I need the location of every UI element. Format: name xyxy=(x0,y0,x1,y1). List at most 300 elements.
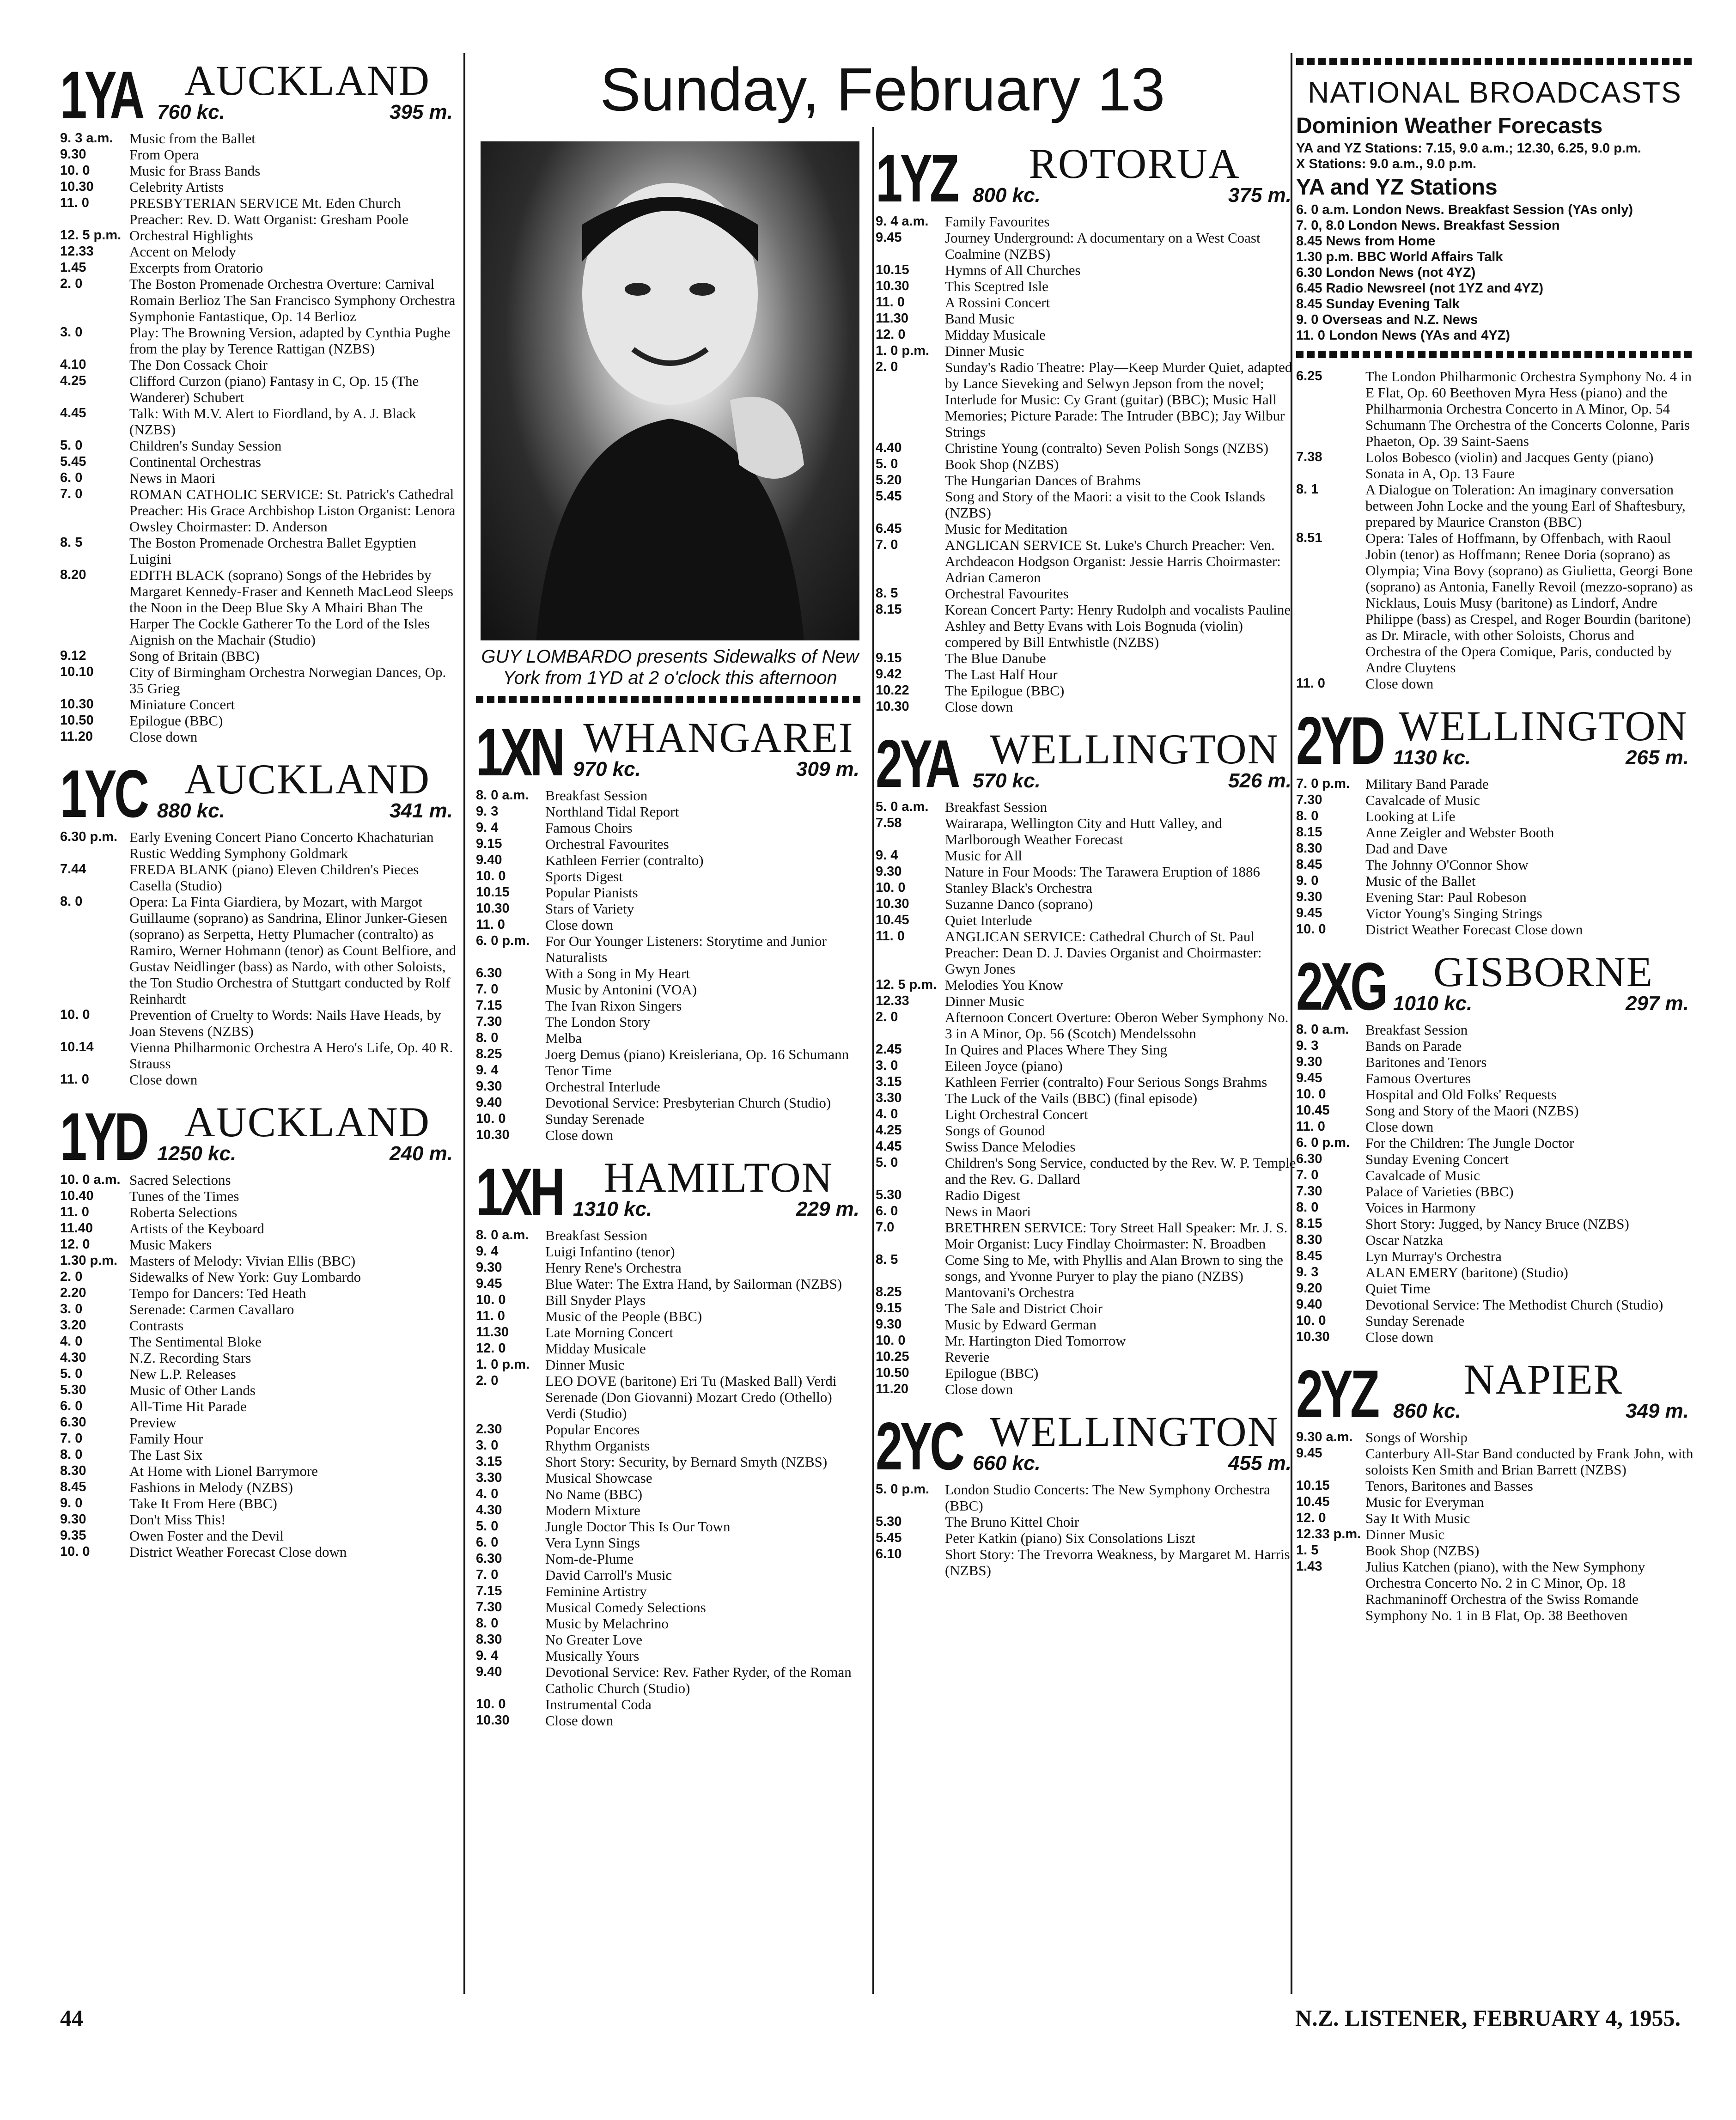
programme-row xyxy=(876,1074,1296,1090)
programme-title: Luigi Infantino (tenor) xyxy=(545,1243,675,1260)
programme-row xyxy=(476,868,864,884)
programme-title: Jungle Doctor This Is Our Town xyxy=(545,1518,731,1535)
programme-row xyxy=(60,1463,457,1479)
programme-time: 5. 0 a.m. xyxy=(876,799,929,814)
programme-row xyxy=(876,521,1296,537)
programme-list xyxy=(876,1481,1296,1578)
programme-title: Close down xyxy=(1365,1329,1434,1345)
programme-time: 11. 0 xyxy=(60,195,89,210)
programme-time: 10.30 xyxy=(60,179,94,194)
photo-caption: GUY LOMBARDO presents Sidewalks of New York from 1YD at 2 o'clock this afternoon xyxy=(481,646,859,688)
programme-row xyxy=(876,1139,1296,1155)
programme-time: 9.30 a.m. xyxy=(1296,1430,1353,1444)
programme-title: Contrasts xyxy=(129,1317,184,1334)
programme-title: LEO DOVE (baritone) Eri Tu (Masked Ball) Verdi Serenade (Don Giovanni) Mozart Credo (Othello) Verdi (Studio) xyxy=(545,1373,837,1421)
programme-row xyxy=(1296,1510,1693,1526)
programme-list xyxy=(60,130,457,745)
programme-title: Lolos Bobesco (violin) and Jacques Genty (piano) Sonata in A, Op. 13 Faure xyxy=(1365,449,1654,481)
programme-title: Music by Edward German xyxy=(945,1316,1096,1333)
weather-forecasts-heading: Dominion Weather Forecasts xyxy=(1296,114,1603,138)
programme-row xyxy=(1296,1559,1693,1623)
station-name: ROTORUA xyxy=(1029,140,1240,187)
programme-time: 9.40 xyxy=(1296,1297,1322,1312)
programme-time: 10. 0 xyxy=(876,880,906,895)
programme-title: Sports Digest xyxy=(545,868,623,884)
programme-row xyxy=(1296,449,1693,481)
programme-time: 10. 0 xyxy=(476,1697,506,1712)
programme-row xyxy=(60,163,457,179)
programme-title: Breakfast Session xyxy=(545,787,648,804)
programme-title: From Opera xyxy=(129,146,199,163)
programme-title: Sunday's Radio Theatre: Play—Keep Murder Quiet, adapted by Lance Sieveking and Selwyn Jepson from the novel; Interlude for Music: Cy Grant (guitar) (BBC); Music Hall Memories; Picture Parade: The Intruder (BBC); Jay Wilbur Strings xyxy=(945,359,1292,440)
programme-row xyxy=(1296,1445,1693,1478)
programme-time: 10. 0 xyxy=(876,1333,906,1348)
programme-row xyxy=(476,1599,864,1615)
programme-time: 8.30 xyxy=(1296,1232,1322,1247)
programme-time: 11. 0 xyxy=(876,295,905,310)
programme-time: 7. 0 xyxy=(1296,1168,1319,1182)
programme-time: 7. 0 xyxy=(476,1567,499,1582)
programme-row xyxy=(876,864,1296,880)
station-2yz xyxy=(1296,1356,1693,1432)
programme-list xyxy=(1296,1429,1693,1623)
programme-title: Song of Britain (BBC) xyxy=(129,648,260,664)
programme-title: Instrumental Coda xyxy=(545,1696,652,1712)
programme-title: District Weather Forecast Close down xyxy=(1365,921,1583,938)
programme-time: 1. 0 p.m. xyxy=(876,343,930,358)
programme-row xyxy=(876,799,1296,815)
programme-title: Sunday Serenade xyxy=(545,1111,645,1127)
programme-row xyxy=(876,537,1296,585)
programme-title: Dinner Music xyxy=(945,993,1024,1009)
programme-time: 9. 0 xyxy=(60,1496,83,1511)
programme-title: Sunday Evening Concert xyxy=(1365,1151,1509,1167)
programme-title: Breakfast Session xyxy=(545,1227,648,1243)
programme-row xyxy=(60,894,457,1007)
programme-time: 6. 0 xyxy=(60,470,83,485)
programme-time: 6.10 xyxy=(876,1547,902,1561)
programme-title: Music of the People (BBC) xyxy=(545,1308,702,1324)
station-name: HAMILTON xyxy=(603,1154,834,1201)
programme-time: 4. 0 xyxy=(60,1334,83,1349)
programme-row xyxy=(1296,808,1693,824)
programme-time: 8.30 xyxy=(1296,841,1322,856)
programme-title: ANGLICAN SERVICE: Cathedral Church of St. Paul Preacher: Dean D. J. Davies Organist and Choirmaster: Gwyn Jones xyxy=(945,928,1262,977)
station-call: 2YA xyxy=(876,725,958,801)
programme-row xyxy=(60,146,457,163)
programme-title: Devotional Service: Presbyterian Church (Studio) xyxy=(545,1095,831,1111)
station-name: GISBORNE xyxy=(1433,948,1654,995)
programme-row xyxy=(476,1648,864,1664)
programme-time: 10. 0 xyxy=(60,163,90,178)
programme-row xyxy=(1296,857,1693,873)
station-wavelength: 375 m. xyxy=(1228,184,1291,207)
programme-time: 11.40 xyxy=(60,1221,93,1236)
programme-title: The Boston Promenade Orchestra Overture: Carnival Romain Berlioz The San Francisco Symphony Orchestra Symphonie Fantastique, Op. 14 Berlioz xyxy=(129,276,456,324)
programme-time: 9.30 xyxy=(476,1079,502,1094)
programme-title: Military Band Parade xyxy=(1365,776,1489,792)
programme-list xyxy=(60,1172,457,1560)
schedule-line: 9. 0 Overseas and N.Z. News xyxy=(1296,312,1478,327)
programme-time: 9. 4 xyxy=(476,820,499,835)
programme-row xyxy=(476,981,864,998)
programme-time: 6. 0 xyxy=(876,1204,898,1218)
programme-row xyxy=(60,664,457,696)
programme-row xyxy=(876,1300,1296,1316)
programme-row xyxy=(1296,481,1693,530)
programme-time: 8. 0 xyxy=(60,1447,83,1462)
station-wavelength: 526 m. xyxy=(1228,769,1291,792)
programme-title: Song and Story of the Maori (NZBS) xyxy=(1365,1103,1579,1119)
programme-row xyxy=(876,1514,1296,1530)
programme-time: 5.45 xyxy=(876,489,902,504)
station-wavelength: 297 m. xyxy=(1626,992,1689,1015)
programme-time: 2. 0 xyxy=(876,359,898,374)
programme-title: Midday Musicale xyxy=(945,327,1046,343)
programme-title: Epilogue (BBC) xyxy=(945,1365,1039,1381)
programme-time: 7.30 xyxy=(1296,792,1322,807)
programme-time: 9. 0 xyxy=(1296,873,1319,888)
programme-time: 9. 4 xyxy=(476,1244,499,1259)
programme-time: 9.45 xyxy=(1296,1071,1322,1085)
programme-time: 8. 0 a.m. xyxy=(1296,1022,1349,1037)
programme-time: 10.15 xyxy=(476,885,510,900)
programme-row xyxy=(476,1486,864,1502)
programme-title: Popular Encores xyxy=(545,1421,640,1438)
station-call: 1YC xyxy=(60,755,147,831)
programme-time: 6.30 xyxy=(476,1551,502,1566)
programme-title: The London Story xyxy=(545,1014,651,1030)
station-frequency: 760 kc. xyxy=(157,101,225,123)
programme-row xyxy=(476,1260,864,1276)
programme-title: Mr. Hartington Died Tomorrow xyxy=(945,1333,1126,1349)
programme-title: Masters of Melody: Vivian Ellis (BBC) xyxy=(129,1253,356,1269)
programme-time: 10.30 xyxy=(476,1713,510,1728)
programme-time: 7. 0 p.m. xyxy=(1296,776,1350,791)
programme-time: 10.15 xyxy=(1296,1478,1330,1493)
programme-title: The Sale and District Choir xyxy=(945,1300,1103,1316)
programme-title: Excerpts from Oratorio xyxy=(129,260,263,276)
programme-title: Preview xyxy=(129,1414,177,1431)
programme-time: 9.40 xyxy=(476,853,502,867)
programme-time: 7. 0 xyxy=(60,1431,83,1446)
programme-row xyxy=(60,1269,457,1285)
programme-title: Accent on Melody xyxy=(129,244,236,260)
programme-row xyxy=(476,1567,864,1583)
programme-time: 5. 0 xyxy=(876,457,898,471)
programme-time: 7. 0 xyxy=(876,537,898,552)
programme-row xyxy=(1296,1200,1693,1216)
programme-time: 2.45 xyxy=(876,1042,902,1057)
programme-title: ANGLICAN SERVICE St. Luke's Church Preacher: Ven. Archdeacon Hodgson Organist: Jessie Harris Choirmaster: Adrian Cameron xyxy=(945,537,1281,585)
programme-title: Quiet Time xyxy=(1365,1280,1431,1297)
programme-time: 10.30 xyxy=(876,279,909,293)
programme-row xyxy=(1296,1329,1693,1345)
programme-title: Late Morning Concert xyxy=(545,1324,674,1340)
schedule-line: 11. 0 London News (YAs and 4YZ) xyxy=(1296,328,1511,343)
programme-row xyxy=(876,1365,1296,1381)
programme-time: 12.33 p.m. xyxy=(1296,1527,1361,1541)
programme-title: The Epilogue (BBC) xyxy=(945,682,1065,699)
station-call: 1YZ xyxy=(876,140,957,216)
column-1 xyxy=(60,46,457,1560)
programme-title: Baritones and Tenors xyxy=(1365,1054,1487,1070)
programme-time: 7.30 xyxy=(476,1600,502,1614)
programme-title: News in Maori xyxy=(945,1203,1031,1219)
programme-row xyxy=(1296,1216,1693,1232)
programme-title: Devotional Service: Rev. Father Ryder, of the Roman Catholic Church (Studio) xyxy=(545,1664,852,1696)
programme-row xyxy=(876,359,1296,440)
programme-title: Owen Foster and the Devil xyxy=(129,1528,284,1544)
programme-title: Northland Tidal Report xyxy=(545,804,679,820)
programme-time: 5. 0 p.m. xyxy=(876,1482,930,1497)
programme-row xyxy=(876,666,1296,682)
programme-title: Opera: Tales of Hoffmann, by Offenbach, with Raoul Jobin (tenor) as Hoffmann; Renee Doria (soprano) as Olympia; Vina Bovy (soprano) as Giulietta, Georgi Bone (soprano) as Antonia, Fanelly Revoil (mezzo-soprano) as Nicklaus, Louis Musy (baritone) as Lindorf, Andre Philippe (bass) as Crespel, and Roger Bourdin (baritone) as Dr. Miracle, with other Soloists, Chorus and Orchestra of the Opera Comique, Paris, conducted by Andre Cluytens xyxy=(1365,530,1693,676)
programme-time: 9.35 xyxy=(60,1528,86,1543)
programme-title: Book Shop (NZBS) xyxy=(945,456,1059,472)
programme-time: 3.15 xyxy=(876,1074,902,1089)
programme-title: Sacred Selections xyxy=(129,1172,231,1188)
programme-row xyxy=(1296,1167,1693,1183)
schedule-line: 6. 0 a.m. London News. Breakfast Session (YAs only) xyxy=(1296,202,1633,217)
programme-time: 7.15 xyxy=(476,998,502,1013)
station-name: WELLINGTON xyxy=(1398,702,1688,749)
programme-row xyxy=(876,1284,1296,1300)
programme-row xyxy=(1296,1232,1693,1248)
programme-time: 10. 0 xyxy=(1296,1087,1326,1102)
programme-time: 8.51 xyxy=(1296,530,1322,545)
station-frequency: 1130 kc. xyxy=(1393,746,1471,769)
programme-title: Roberta Selections xyxy=(129,1204,238,1220)
programme-row xyxy=(60,829,457,861)
programme-time: 10.22 xyxy=(876,683,909,698)
programme-row xyxy=(476,1454,864,1470)
programme-title: Music Makers xyxy=(129,1237,212,1253)
programme-time: 9.30 xyxy=(1296,889,1322,904)
programme-title: Evening Star: Paul Robeson xyxy=(1365,889,1527,905)
programme-time: 6. 0 xyxy=(60,1399,83,1413)
programme-row xyxy=(60,1301,457,1317)
programme-time: 9. 3 xyxy=(1296,1038,1319,1053)
programme-time: 10. 0 xyxy=(476,1292,506,1307)
programme-title: All-Time Hit Parade xyxy=(129,1398,247,1414)
station-call: 2YZ xyxy=(1296,1356,1377,1432)
programme-time: 9.30 xyxy=(1296,1054,1322,1069)
programme-time: 3. 0 xyxy=(476,1438,499,1453)
programme-time: 3. 0 xyxy=(60,1302,83,1316)
programme-title: Family Favourites xyxy=(945,213,1050,230)
programme-title: A Rossini Concert xyxy=(945,294,1050,311)
station-call: 2YC xyxy=(876,1408,962,1484)
programme-row xyxy=(60,276,457,324)
programme-time: 9. 4 xyxy=(476,1648,499,1663)
programme-time: 2. 0 xyxy=(60,1269,83,1284)
programme-row xyxy=(60,1317,457,1334)
programme-time: 8.45 xyxy=(60,1480,86,1494)
programme-row xyxy=(876,343,1296,359)
programme-row xyxy=(476,852,864,868)
programme-title: For Our Younger Listeners: Storytime and Junior Naturalists xyxy=(545,933,827,965)
programme-row xyxy=(876,213,1296,230)
programme-time: 1.30 p.m. xyxy=(60,1253,118,1268)
programme-title: Serenade: Carmen Cavallaro xyxy=(129,1301,294,1317)
page-number: 44 xyxy=(60,2005,83,2031)
programme-time: 3.30 xyxy=(476,1470,502,1485)
programme-title: Midday Musicale xyxy=(545,1340,646,1357)
programme-title: For the Children: The Jungle Doctor xyxy=(1365,1135,1574,1151)
programme-title: The Don Cossack Choir xyxy=(129,357,268,373)
programme-row xyxy=(60,1398,457,1414)
programme-row xyxy=(1296,841,1693,857)
programme-title: Kathleen Ferrier (contralto) Four Serious Songs Brahms xyxy=(945,1074,1267,1090)
programme-row xyxy=(476,836,864,852)
programme-row xyxy=(60,1039,457,1072)
programme-time: 10.30 xyxy=(1296,1329,1330,1344)
programme-title: EDITH BLACK (soprano) Songs of the Hebrides by Margaret Kennedy-Fraser and Kenneth MacLeod Sleeps the Noon in the Deep Blue Sky A Mhairi Bhan The Harper The Cockle Gatherer To the Lord of the Isles Aignish on the Machair (Studio) xyxy=(129,567,453,648)
column-rule xyxy=(872,127,874,1994)
programme-list xyxy=(1296,1022,1693,1345)
programme-list xyxy=(476,787,864,1143)
programme-time: 10. 0 xyxy=(60,1007,90,1022)
station-name: WHANGAREI xyxy=(583,714,854,761)
programme-row xyxy=(476,1373,864,1421)
programme-row xyxy=(1296,1429,1693,1445)
column-2 xyxy=(476,129,864,1729)
programme-time: 8.15 xyxy=(876,602,902,617)
programme-row xyxy=(1296,1151,1693,1167)
programme-row xyxy=(476,1308,864,1324)
programme-title: Nom-de-Plume xyxy=(545,1551,634,1567)
programme-time: 7.38 xyxy=(1296,450,1322,464)
programme-title: Music for Brass Bands xyxy=(129,163,261,179)
programme-title: Melodies You Know xyxy=(945,977,1063,993)
programme-row xyxy=(876,1252,1296,1284)
programme-time: 12. 0 xyxy=(1296,1511,1326,1525)
programme-title: Musically Yours xyxy=(545,1648,640,1664)
programme-row xyxy=(1296,1135,1693,1151)
programme-row xyxy=(876,1042,1296,1058)
programme-time: 9.45 xyxy=(1296,906,1322,920)
programme-time: 11. 0 xyxy=(1296,1119,1325,1134)
station-name: AUCKLAND xyxy=(184,755,431,803)
programme-title: Oscar Natzka xyxy=(1365,1232,1443,1248)
programme-time: 9.30 xyxy=(476,1260,502,1275)
programme-title: Nature in Four Moods: The Tarawera Eruption of 1886 xyxy=(945,864,1260,880)
programme-row xyxy=(60,1072,457,1088)
programme-time: 10.45 xyxy=(1296,1103,1330,1118)
programme-title: Book Shop (NZBS) xyxy=(1365,1542,1480,1559)
programme-row xyxy=(60,1172,457,1188)
programme-row xyxy=(476,965,864,981)
programme-title: Bands on Parade xyxy=(1365,1038,1462,1054)
programme-time: 10.25 xyxy=(876,1349,909,1364)
programme-time: 6.25 xyxy=(1296,369,1322,384)
wavy-divider xyxy=(1296,351,1693,358)
programme-row xyxy=(876,327,1296,343)
programme-row xyxy=(876,699,1296,715)
programme-time: 10.30 xyxy=(476,901,510,916)
programme-row xyxy=(876,928,1296,977)
programme-title: Song and Story of the Maori: a visit to the Cook Islands (NZBS) xyxy=(945,488,1266,521)
programme-row xyxy=(476,1340,864,1357)
programme-row xyxy=(60,696,457,713)
programme-row xyxy=(60,260,457,276)
programme-title: Joerg Demus (piano) Kreisleriana, Op. 16 Schumann xyxy=(545,1046,849,1062)
programme-time: 8. 5 xyxy=(876,1252,898,1267)
programme-title: Voices in Harmony xyxy=(1365,1200,1476,1216)
programme-title: ROMAN CATHOLIC SERVICE: St. Patrick's Cathedral Preacher: His Grace Archbishop Liston Organist: Lenora Owsley Choirmaster: D. Anderson xyxy=(129,486,456,535)
programme-title: Vienna Philharmonic Orchestra A Hero's Life, Op. 40 R. Strauss xyxy=(129,1039,453,1072)
programme-time: 8. 5 xyxy=(876,586,898,601)
programme-title: The London Philharmonic Orchestra Symphony No. 4 in E Flat, Op. 60 Beethoven Myra Hess (piano) and the Philharmonia Orchestra Concerto in A Minor, Op. 54 Schumann The Orchestra of the Concerts Colonne, Paris Phaeton, Op. 39 Saint-Saens xyxy=(1365,368,1692,449)
programme-time: 6. 0 p.m. xyxy=(476,933,530,948)
programme-row xyxy=(876,1219,1296,1252)
programme-row xyxy=(1296,530,1693,676)
programme-row xyxy=(876,1122,1296,1139)
programme-row xyxy=(476,1615,864,1632)
programme-row xyxy=(1296,792,1693,808)
station-1yd xyxy=(60,1098,457,1174)
station-call: 1YA xyxy=(60,57,142,133)
programme-time: 7.44 xyxy=(60,862,86,877)
wavy-divider xyxy=(476,696,864,703)
programme-title: The Hungarian Dances of Brahms xyxy=(945,472,1141,488)
programme-time: 12. 5 p.m. xyxy=(60,228,122,243)
programme-title: N.Z. Recording Stars xyxy=(129,1350,251,1366)
programme-row xyxy=(476,1421,864,1438)
programme-title: Dinner Music xyxy=(1365,1526,1445,1542)
schedule-line: 7. 0, 8.0 London News. Breakfast Session xyxy=(1296,218,1560,233)
programme-time: 10.30 xyxy=(60,697,94,712)
programme-time: 2. 0 xyxy=(60,276,83,291)
programme-title: Wairarapa, Wellington City and Hutt Valley, and Marlborough Weather Forecast xyxy=(945,815,1222,847)
programme-row xyxy=(60,438,457,454)
programme-time: 10.14 xyxy=(60,1040,94,1054)
programme-title: Prevention of Cruelty to Words: Nails Have Heads, by Joan Stevens (NZBS) xyxy=(129,1007,441,1039)
programme-row xyxy=(1296,1183,1693,1200)
programme-time: 9.30 xyxy=(876,1317,902,1332)
programme-time: 8. 5 xyxy=(60,535,83,550)
programme-time: 10. 0 xyxy=(476,869,506,883)
programme-title: Peter Katkin (piano) Six Consolations Liszt xyxy=(945,1530,1195,1546)
programme-time: 9.20 xyxy=(1296,1281,1322,1296)
programme-row xyxy=(60,486,457,535)
programme-time: 9. 4 xyxy=(876,848,898,863)
programme-title: Tempo for Dancers: Ted Heath xyxy=(129,1285,306,1301)
programme-title: Stars of Variety xyxy=(545,901,634,917)
programme-list xyxy=(476,1227,864,1729)
schedule-line: 6.30 London News (not 4YZ) xyxy=(1296,265,1476,280)
programme-title: Cavalcade of Music xyxy=(1365,1167,1480,1183)
programme-title: BRETHREN SERVICE: Tory Street Hall Speaker: Mr. J. S. Moir Organist: Lucy Findlay Choirmaster: N. Broadben xyxy=(945,1219,1288,1252)
programme-row xyxy=(1296,1297,1693,1313)
programme-row xyxy=(876,815,1296,847)
programme-row xyxy=(60,729,457,745)
programme-row xyxy=(876,977,1296,993)
programme-row xyxy=(60,1253,457,1269)
programme-title: Lyn Murray's Orchestra xyxy=(1365,1248,1502,1264)
programme-time: 6. 0 xyxy=(476,1535,499,1550)
station-wavelength: 349 m. xyxy=(1626,1400,1689,1422)
programme-title: Dinner Music xyxy=(545,1357,625,1373)
yayz-lines xyxy=(1296,202,1693,343)
programme-time: 8. 0 a.m. xyxy=(476,1228,529,1243)
station-call: 2XG xyxy=(1296,948,1386,1024)
programme-time: 2.30 xyxy=(476,1422,502,1437)
programme-title: Continental Orchestras xyxy=(129,454,261,470)
programme-time: 9. 3 a.m. xyxy=(60,131,113,146)
programme-row xyxy=(876,912,1296,928)
